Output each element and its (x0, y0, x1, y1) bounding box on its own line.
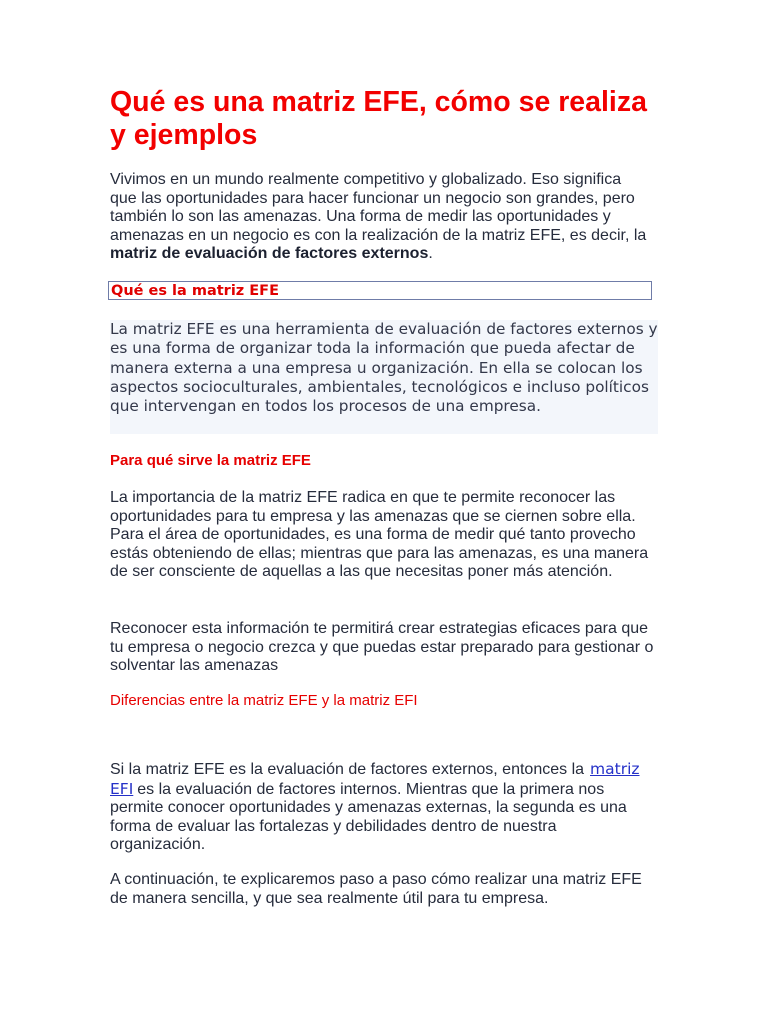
purpose-paragraph: La importancia de la matriz EFE radica en que te permite reconocer las oportunidades para tu empresa y las amenazas que se ciernen sobre ella. Para el área de oportunidades, es una forma de medir qué tanto provecho estás obteniendo de ellas; mientras que para las amenazas, es una manera de ser consciente de aquellas a las que necesitas poner más atención. (110, 489, 649, 581)
intro-paragraph (110, 171, 650, 264)
section-heading-purpose: Para qué sirve la matriz EFE (110, 452, 311, 469)
matriz-efi-link[interactable]: matriz EFI (110, 760, 640, 798)
differences-paragraph (110, 760, 655, 855)
section-heading-differences: Diferencias entre la matriz EFE y la matriz EFI (110, 692, 418, 709)
differences-text-end: es la evaluación de factores internos. Mientras que la primera nos permite conocer oportunidades y amenazas externas, la segunda es una forma de evaluar las fortalezas y debilidades dentro de nuestra organización. (110, 780, 627, 854)
strategy-paragraph: Reconocer esta información te permitirá crear estrategias eficaces para que tu empresa o negocio crezca y que puedas estar preparado para gestionar o solventar las amenazas (110, 620, 654, 675)
section-heading-what-is: Qué es la matriz EFE (108, 281, 652, 300)
intro-end: . (428, 245, 433, 263)
intro-text: Vivimos en un mundo realmente competitivo y globalizado. Eso significa que las oportunidades para hacer funcionar un negocio son grandes, pero también lo son las amenazas. Una forma de medir las oportunidades y amenazas en un negocio es con la realización de la matriz EFE, es decir, la (110, 171, 647, 244)
next-steps-paragraph: A continuación, te explicaremos paso a paso cómo realizar una matriz EFE de manera sencilla, y que sea realmente útil para tu empresa. (110, 871, 642, 907)
definition-paragraph: La matriz EFE es una herramienta de evaluación de factores externos y es una forma de organizar toda la información que pueda afectar de manera externa a una empresa u organización. En ella se colocan los aspectos socioculturales, ambientales, tecnológicos e incluso políticos que intervengan en todos los procesos de una empresa. (110, 320, 658, 434)
article-title: Qué es una matriz EFE, cómo se realiza y ejemplos (110, 86, 647, 151)
intro-bold-term: matriz de evaluación de factores externos (110, 245, 429, 263)
differences-text-start: Si la matriz EFE es la evaluación de factores externos, entonces la (110, 761, 585, 778)
